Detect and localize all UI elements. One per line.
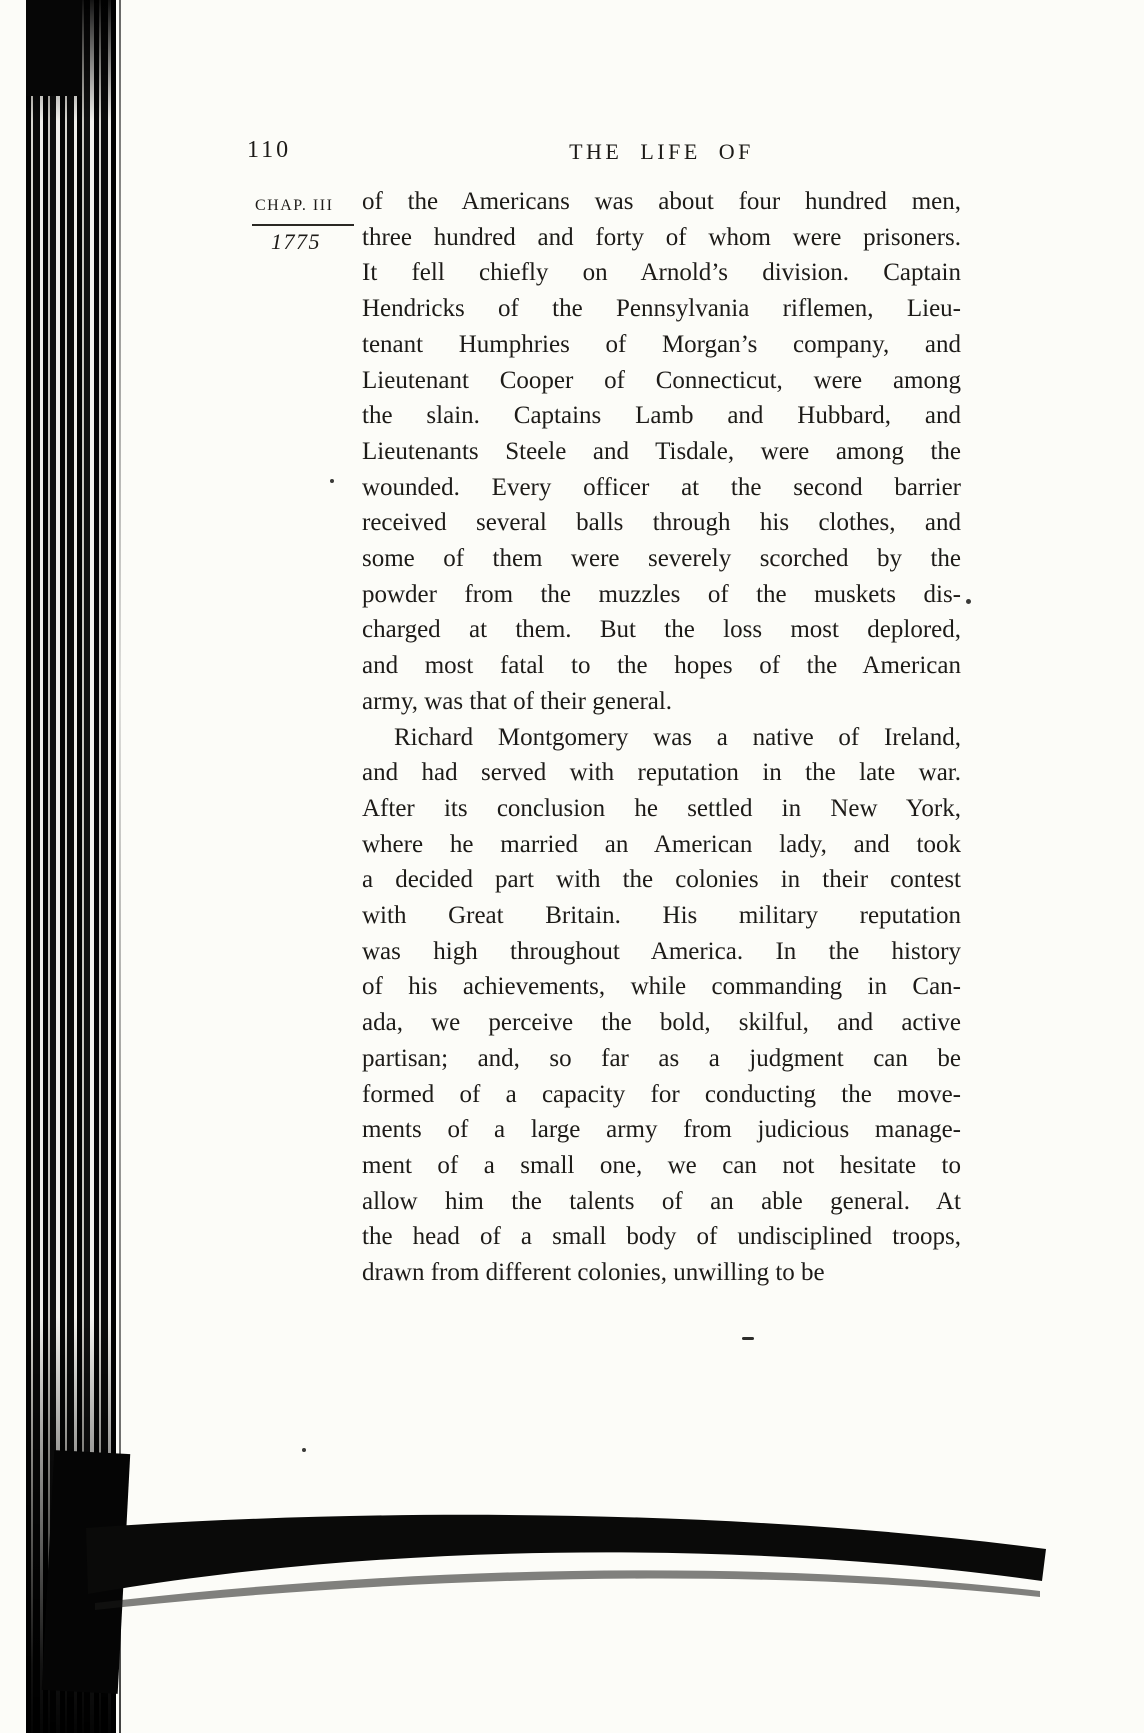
running-header: THE LIFE OF <box>569 139 754 164</box>
scan-corner-artifact <box>26 0 82 96</box>
text-line: It fell chiefly on Arnold’s division. Captain <box>362 259 961 287</box>
text-line: allow him the talents of an able general. At <box>362 1187 961 1215</box>
scan-speck <box>302 1448 306 1452</box>
margin-rule <box>252 224 354 226</box>
margin-chapter-label: CHAP. III <box>255 197 334 214</box>
text-line: After its conclusion he settled in New York, <box>362 794 961 822</box>
scan-bottom-band-artifact <box>0 1495 1144 1733</box>
scan-speck <box>966 599 971 604</box>
text-line: three hundred and forty of whom were prisoners. <box>362 223 961 251</box>
text-line: of the Americans was about four hundred men, <box>362 188 961 215</box>
text-line: the slain. Captains Lamb and Hubbard, and <box>362 402 961 430</box>
text-line: Lieutenant Cooper of Connecticut, were among <box>362 366 961 394</box>
body-text-block <box>362 184 961 1291</box>
text-line: the head of a small body of undisciplined troops, <box>362 1223 961 1251</box>
text-line: and most fatal to the hopes of the American <box>362 652 961 680</box>
margin-year-label: 1775 <box>271 229 321 254</box>
text-line: ment of a small one, we can not hesitate to <box>362 1151 961 1179</box>
scan-speck <box>330 479 334 483</box>
text-line: powder from the muzzles of the muskets dis- <box>362 580 961 608</box>
text-line: Hendricks of the Pennsylvania riflemen, Lieu- <box>362 295 961 323</box>
text-line: was high throughout America. In the history <box>362 937 961 965</box>
text-line: with Great Britain. His military reputation <box>362 902 961 930</box>
text-line: Lieutenants Steele and Tisdale, were among the <box>362 437 961 465</box>
text-line: charged at them. But the loss most deplored, <box>362 616 961 644</box>
text-line: drawn from different colonies, unwilling to be <box>362 1259 825 1287</box>
text-line: ada, we perceive the bold, skilful, and active <box>362 1009 961 1037</box>
text-line: formed of a capacity for conducting the move- <box>362 1080 961 1108</box>
text-line: wounded. Every officer at the second barrier <box>362 473 961 501</box>
text-line: tenant Humphries of Morgan’s company, and <box>362 330 961 358</box>
text-line: and had served with reputation in the late war. <box>362 759 961 787</box>
page-number: 110 <box>247 137 292 163</box>
text-line: a decided part with the colonies in their contest <box>362 866 961 894</box>
text-line: army, was that of their general. <box>362 687 673 715</box>
text-line: partisan; and, so far as a judgment can be <box>362 1044 961 1072</box>
scan-speck <box>742 1337 754 1340</box>
text-line: of his achievements, while commanding in Can- <box>362 973 961 1001</box>
text-line: where he married an American lady, and took <box>362 830 961 858</box>
text-line: ments of a large army from judicious manage- <box>362 1116 961 1144</box>
text-line: Richard Montgomery was a native of Ireland, <box>394 723 961 751</box>
text-line: received several balls through his clothes, and <box>362 509 961 537</box>
text-line: some of them were severely scorched by the <box>362 545 961 573</box>
